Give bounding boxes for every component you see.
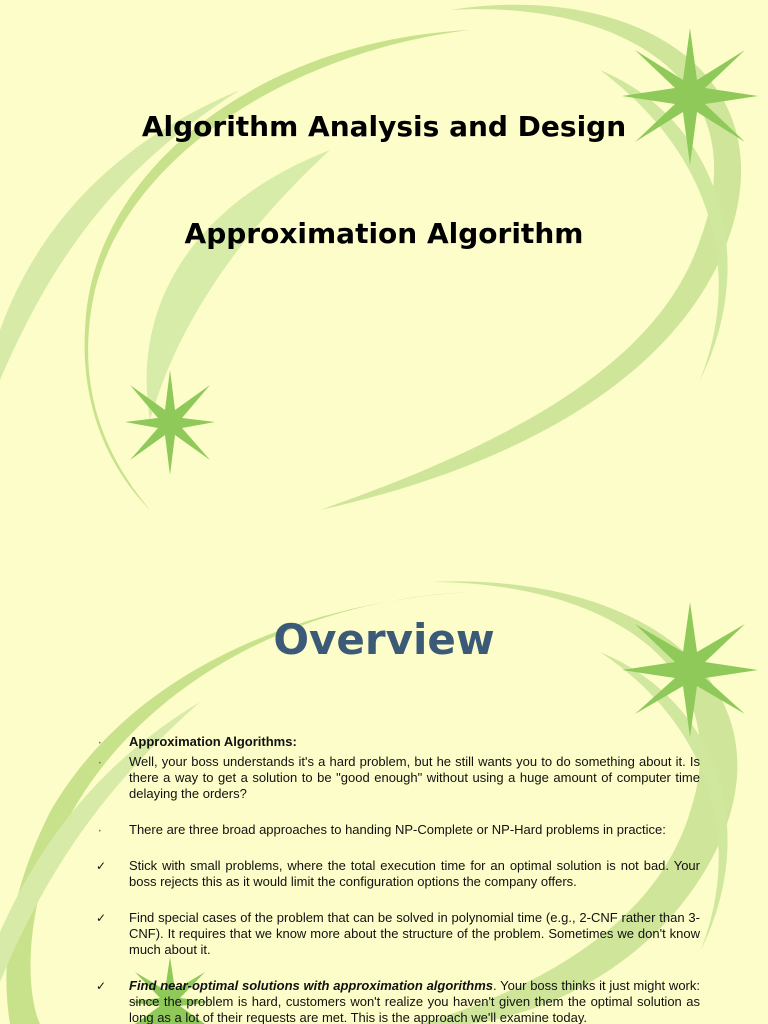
list-item-text: Find special cases of the problem that can be solved in polynomial time (e.g., 2-CNF rather than 3-CNF). It requires that we know more about the structure of the problem. Sometimes we don't know much about it. — [129, 910, 700, 957]
list-item-text: . Your boss thinks it just might work: since the problem is hard, customers won't realize you haven't given them the optimal solution as long as a lot of their requests are met. This is the approach we'll examine today. — [129, 978, 700, 1024]
list-item-emphasis: Find near-optimal solutions with approximation algorithms — [129, 978, 494, 993]
checkmark-icon: ✓ — [96, 911, 107, 925]
checkmark-icon: ✓ — [96, 859, 107, 873]
section-title-paragraph — [96, 734, 700, 750]
star-icon — [125, 370, 215, 475]
paragraph — [96, 754, 700, 802]
presentation-title: Algorithm Analysis and Design — [141, 110, 627, 143]
checkmark-icon: ✓ — [96, 979, 107, 993]
overview-slide — [0, 512, 768, 1024]
section-title: Approximation Algorithms: — [129, 734, 297, 749]
overview-body — [96, 734, 700, 1024]
bullet-dot: • — [98, 828, 102, 835]
list-item-text: Stick with small problems, where the total execution time for an optimal solution is not bad. Your boss rejects this as it would limit the configuration options the company offers. — [129, 858, 700, 889]
slide-heading: Overview — [273, 615, 495, 664]
bullet-dot: • — [98, 760, 102, 767]
presentation-subtitle: Approximation Algorithm — [184, 217, 584, 250]
list-item — [96, 858, 700, 890]
bullet-dot: • — [98, 740, 102, 747]
list-item — [96, 978, 700, 1024]
list-item — [96, 910, 700, 958]
paragraph-text: Well, your boss understands it's a hard problem, but he still wants you to do something about it. Is there a way to get a solution to be "good enough" without using a huge amount of computer time delaying the orders? — [129, 754, 700, 801]
paragraph-text: There are three broad approaches to handing NP-Complete or NP-Hard problems in practice: — [129, 822, 666, 837]
paragraph — [96, 822, 700, 838]
